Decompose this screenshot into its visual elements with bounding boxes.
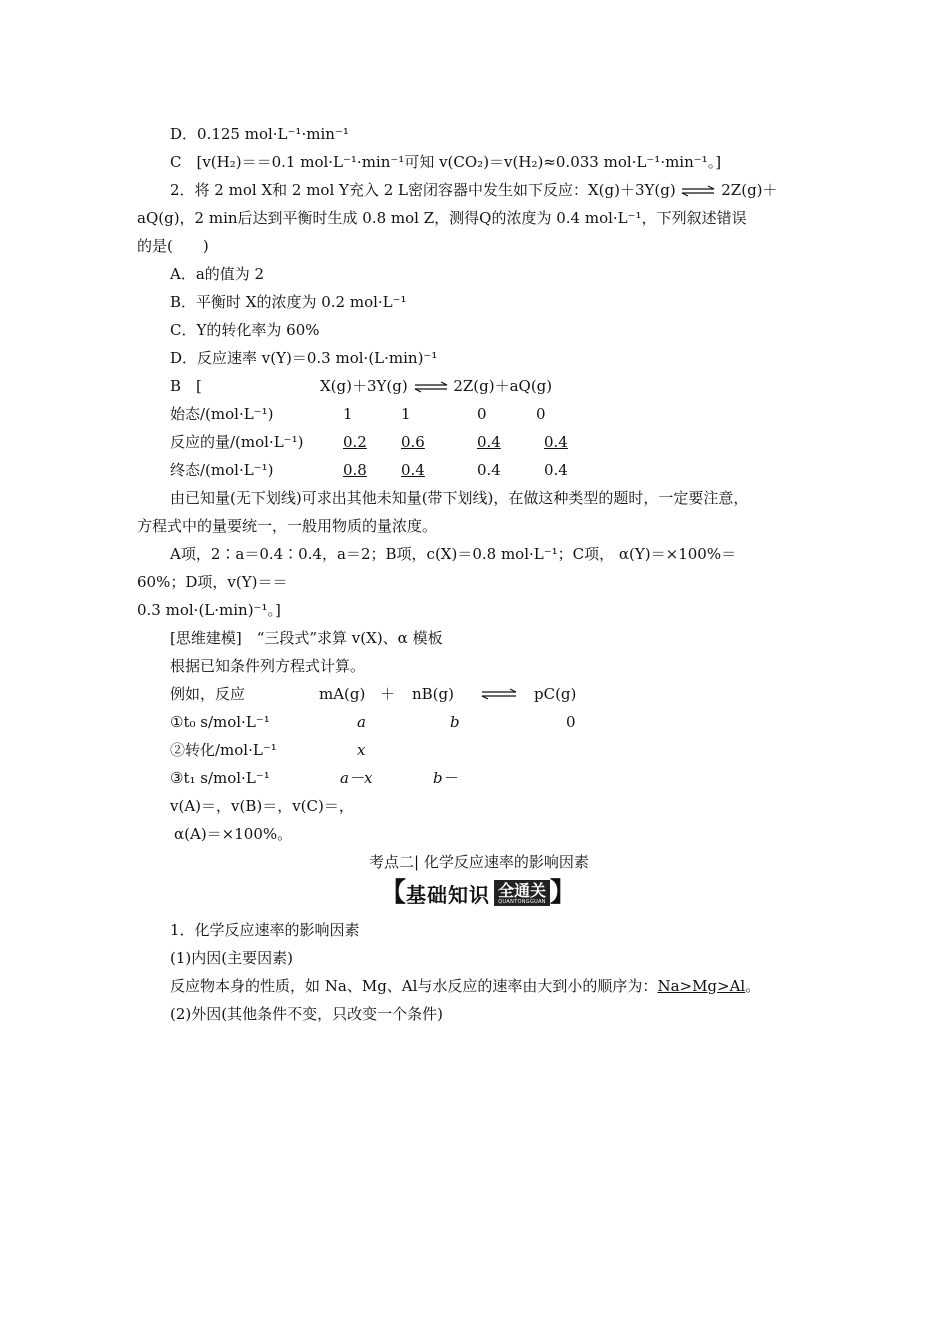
model-row-label: ②转化/mol·L⁻¹ [170, 741, 277, 759]
model-cell: b－ [433, 769, 458, 787]
model-title: [思维建模] “三段式”求算 v(X)、α 模板 [170, 629, 443, 647]
knowledge-text [170, 976, 760, 996]
knowledge-text-end: 。 [745, 977, 761, 995]
banner-badge-title: 全通关 [498, 880, 547, 900]
question-2-text-tail: 2Z(g)＋ [721, 181, 778, 199]
table-cell: 0.4 [544, 461, 568, 479]
table-cell: 0.8 [343, 461, 367, 479]
example-reactant-b: nB(g) [412, 685, 454, 703]
example-prefix: 例如，反应 [170, 685, 246, 703]
section-heading: 考点二| 化学反应速率的影响因素 [369, 853, 589, 871]
example-plus: ＋ [380, 685, 396, 703]
example-reactant-a: mA(g) [319, 685, 366, 703]
table-cell: 0.4 [477, 433, 501, 451]
banner-badge [494, 880, 550, 906]
model-cell: b [450, 713, 460, 731]
knowledge-subitem: (1)内因(主要因素) [170, 949, 293, 967]
question-2-line2: aQ(g)，2 min后达到平衡时生成 0.8 mol Z，测得Q的浓度为 0.4 mol·L⁻¹，下列叙述错误 [137, 209, 747, 227]
conversion-formula: α(A)＝×100%。 [174, 825, 293, 843]
explanation-line: 方程式中的量要统一，一般用物质的量浓度。 [137, 517, 438, 535]
model-row-label: ③t₁ s/mol·L⁻¹ [170, 769, 270, 787]
example-product-c: pC(g) [534, 685, 577, 703]
model-cell: a－x [340, 769, 373, 787]
table-cell: 0.4 [477, 461, 501, 479]
question-2-line1 [170, 180, 778, 200]
table-row-label: 始态/(mol·L⁻¹) [170, 405, 274, 423]
table-cell: 0.2 [343, 433, 367, 451]
rate-formulas: v(A)＝，v(B)＝，v(C)＝， [170, 797, 354, 815]
answer-b-prefix: B [ [170, 377, 202, 395]
option-a: A．a的值为 2 [170, 265, 265, 283]
table-cell: 1 [343, 405, 353, 423]
banner-open-bracket: 【 [380, 878, 407, 908]
equilibrium-arrow-icon [680, 185, 716, 197]
banner-title: 基础知识 [406, 882, 491, 907]
model-cell: a [357, 713, 366, 731]
equilibrium-arrow-icon [413, 381, 449, 393]
table-cell: 0.6 [401, 433, 425, 451]
question-2-text: 2．将 2 mol X和 2 mol Y充入 2 L密闭容器中发生如下反应：X(g)＋3Y(g) [170, 181, 676, 199]
answer-c: C [v(H₂)＝＝0.1 mol·L⁻¹·min⁻¹可知 v(CO₂)＝v(H₂)≈0.033 mol·L⁻¹·min⁻¹。] [170, 153, 722, 171]
knowledge-item: 1．化学反应速率的影响因素 [170, 921, 360, 939]
table-row-label: 反应的量/(mol·L⁻¹) [170, 433, 304, 451]
option-d-prev: D．0.125 mol·L⁻¹·min⁻¹ [170, 125, 349, 143]
explanation-line: A项，2∶a＝0.4∶0.4，a＝2；B项，c(X)＝0.8 mol·L⁻¹；C项， α(Y)＝×100%＝ [170, 545, 737, 563]
model-cell: 0 [566, 713, 576, 731]
model-cell: x [357, 741, 366, 759]
table-cell: 0 [536, 405, 546, 423]
option-b: B．平衡时 X的浓度为 0.2 mol·L⁻¹ [170, 293, 407, 311]
option-c: C．Y的转化率为 60% [170, 321, 320, 339]
knowledge-text-body: 反应物本身的性质，如 Na、Mg、Al与水反应的速率由大到小的顺序为： [170, 977, 658, 995]
explanation-line: 由已知量(无下划线)可求出其他未知量(带下划线)，在做这种类型的题时，一定要注意， [170, 489, 749, 507]
explanation-line: 60%；D项，v(Y)＝＝ [137, 573, 288, 591]
model-row-label: ①t₀ s/mol·L⁻¹ [170, 713, 270, 731]
banner-close-bracket: 】 [550, 878, 577, 908]
equilibrium-arrow-icon [480, 688, 518, 700]
table-row-label: 终态/(mol·L⁻¹) [170, 461, 274, 479]
option-d: D．反应速率 v(Y)＝0.3 mol·(L·min)⁻¹ [170, 349, 438, 367]
table-cell: 1 [401, 405, 411, 423]
explanation-line: 0.3 mol·(L·min)⁻¹。] [137, 601, 281, 619]
equation-left: X(g)＋3Y(g) [320, 377, 408, 395]
table-cell: 0.4 [544, 433, 568, 451]
fill-in-answer: Na>Mg>Al [657, 977, 746, 995]
answer-b-equation [320, 376, 552, 396]
model-description: 根据已知条件列方程式计算。 [170, 657, 366, 675]
equation-right: 2Z(g)＋aQ(g) [453, 377, 553, 395]
knowledge-subitem: (2)外因(其他条件不变，只改变一个条件) [170, 1005, 443, 1023]
question-2-line3: 的是( ) [137, 237, 209, 255]
table-cell: 0 [477, 405, 487, 423]
banner-badge-subtitle: QUANTONGGUAN [498, 898, 546, 905]
table-cell: 0.4 [401, 461, 425, 479]
basic-knowledge-banner [380, 878, 576, 908]
